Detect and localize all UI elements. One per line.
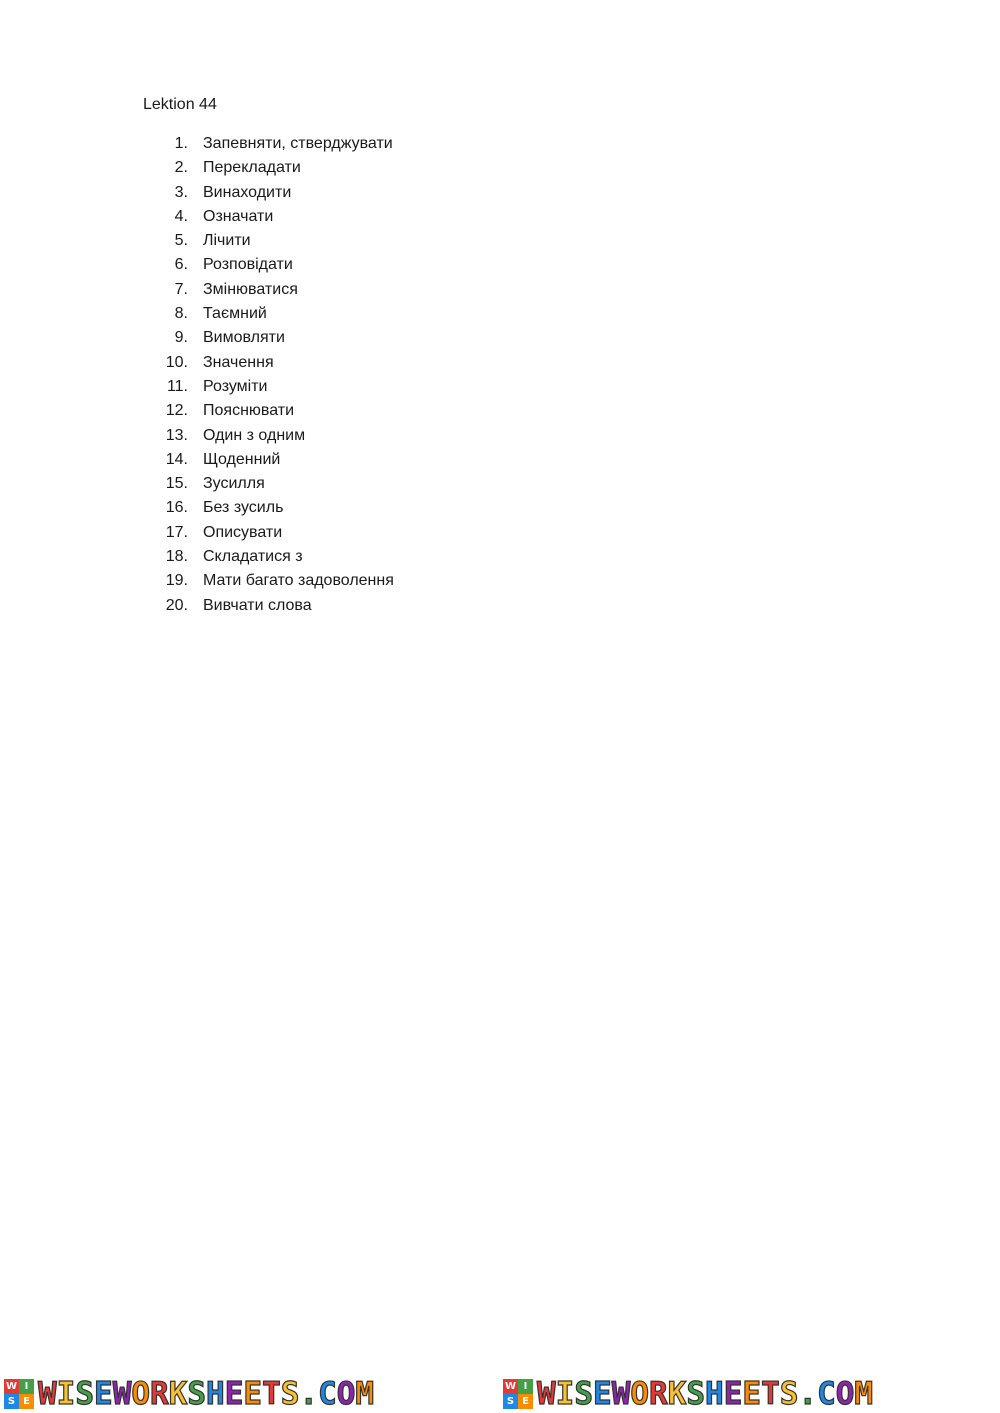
wise-logo-icon: W I S E	[503, 1379, 533, 1409]
watermark-letter: S	[779, 1376, 799, 1412]
page-title: Lektion 44	[143, 96, 217, 113]
watermark-logo	[4, 1378, 374, 1410]
watermark-letter: W	[112, 1376, 132, 1412]
watermark-letter: O	[835, 1376, 855, 1412]
watermark-letter: C	[318, 1376, 337, 1412]
item-text: Змінюватися	[203, 280, 298, 298]
watermark-letter: W	[537, 1376, 556, 1412]
watermark-letter: E	[224, 1376, 244, 1412]
item-text: Перекладати	[203, 159, 301, 177]
item-number: 3.	[174, 183, 188, 201]
item-text: Мати багато задоволення	[203, 572, 394, 590]
watermark-letter: E	[742, 1376, 762, 1412]
item-text: Таємний	[203, 305, 267, 323]
watermark-text	[38, 1378, 374, 1410]
watermark-letter: M	[854, 1376, 874, 1412]
item-text: Без зусиль	[203, 499, 284, 517]
item-text: Означати	[203, 207, 274, 225]
item-number: 6.	[174, 256, 188, 274]
item-text: Запевняти, стверджувати	[203, 135, 393, 152]
item-number: 8.	[174, 305, 188, 323]
item-text: Лічити	[203, 232, 251, 250]
watermark-letter: I	[56, 1376, 76, 1412]
watermark-letter: S	[75, 1376, 95, 1412]
item-number: 14.	[165, 450, 188, 468]
watermark-text	[537, 1378, 873, 1410]
watermark-letter: S	[686, 1376, 706, 1412]
item-text: Розуміти	[203, 377, 268, 395]
item-text: Значення	[203, 353, 274, 371]
item-text: Вивчати слова	[203, 596, 312, 614]
watermark-letter: K	[667, 1376, 687, 1412]
watermark-letter: .	[299, 1376, 319, 1412]
item-text: Складатися з	[203, 548, 303, 566]
item-number: 10.	[165, 353, 188, 371]
watermark-letter: T	[761, 1376, 780, 1412]
item-number: 13.	[165, 426, 188, 444]
watermark-footer	[0, 1374, 1000, 1413]
item-number: 19.	[165, 572, 188, 590]
item-number: 18.	[165, 548, 188, 566]
watermark-letter: S	[574, 1376, 594, 1412]
watermark-letter: M	[355, 1376, 375, 1412]
item-number: 20.	[165, 596, 188, 614]
item-number: 12.	[165, 402, 188, 420]
watermark-letter: K	[168, 1376, 188, 1412]
item-text: Винаходити	[203, 183, 292, 201]
watermark-letter: E	[593, 1376, 612, 1412]
item-number: 11.	[166, 377, 188, 395]
item-number: 17.	[165, 523, 188, 541]
watermark-letter: S	[280, 1376, 300, 1412]
item-number: 9.	[174, 329, 188, 347]
watermark-letter: R	[150, 1376, 169, 1412]
watermark-letter: E	[243, 1376, 263, 1412]
item-number: 2.	[174, 159, 188, 177]
item-text: Розповідати	[203, 256, 293, 274]
item-text: Зусилля	[203, 475, 265, 493]
watermark-letter: O	[630, 1376, 650, 1412]
wise-logo-icon: W I S E	[4, 1379, 34, 1409]
watermark-letter: T	[262, 1376, 281, 1412]
watermark-letter: H	[206, 1376, 225, 1412]
watermark-letter: O	[336, 1376, 356, 1412]
item-text: Один з одним	[203, 426, 306, 444]
item-text: Пояснювати	[203, 402, 295, 420]
watermark-logo	[503, 1378, 873, 1410]
item-number: 1.	[174, 135, 188, 152]
item-number: 7.	[174, 280, 188, 298]
watermark-letter: W	[38, 1376, 57, 1412]
item-number: 15.	[165, 475, 188, 493]
watermark-letter: R	[649, 1376, 668, 1412]
item-text: Щоденний	[203, 450, 281, 468]
watermark-letter: E	[94, 1376, 113, 1412]
watermark-letter: W	[611, 1376, 631, 1412]
watermark-letter: S	[187, 1376, 207, 1412]
watermark-letter: H	[705, 1376, 724, 1412]
watermark-letter: C	[817, 1376, 836, 1412]
item-number: 5.	[174, 232, 188, 250]
item-number: 16.	[165, 499, 188, 517]
item-text: Вимовляти	[203, 329, 285, 347]
watermark-letter: O	[131, 1376, 151, 1412]
item-text: Описувати	[203, 523, 283, 541]
watermark-letter: .	[798, 1376, 818, 1412]
watermark-letter: E	[723, 1376, 743, 1412]
item-number: 4.	[174, 207, 188, 225]
watermark-letter: I	[555, 1376, 575, 1412]
